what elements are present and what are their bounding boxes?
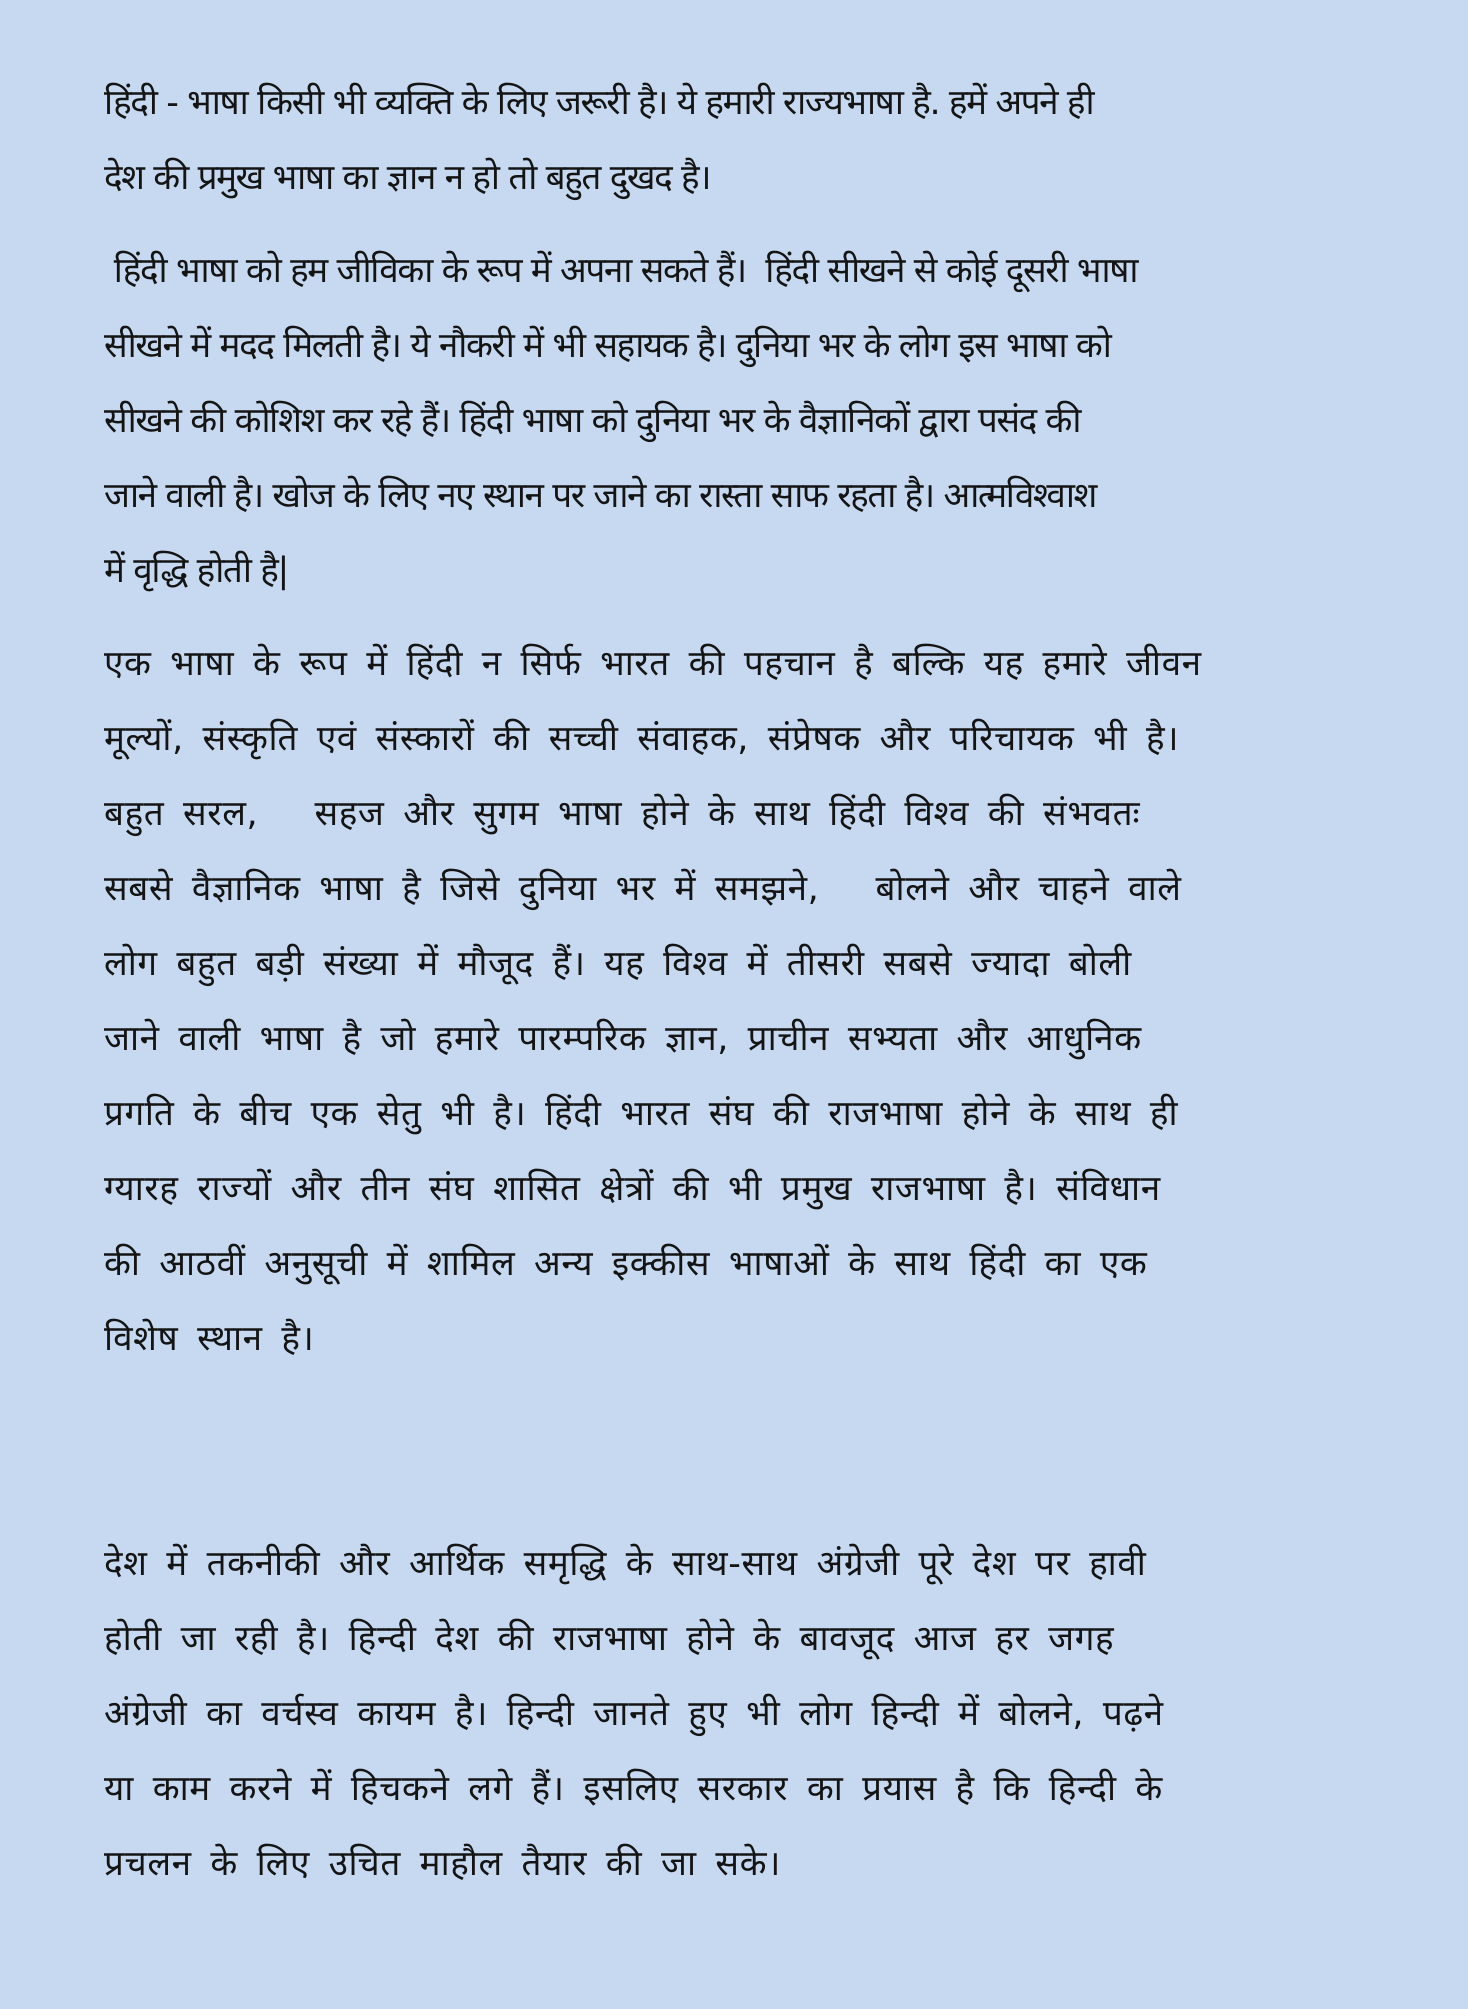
text-line: या काम करने में हिचकने लगे हैं। इसलिए सरकार का प्रयास है कि हिन्दी के [104, 1769, 1163, 1809]
paragraph-4 [104, 1527, 1356, 1902]
text-line: प्रगति के बीच एक सेतु भी है। हिंदी भारत संघ की राजभाषा होने के साथ ही [104, 1094, 1179, 1134]
text-line: सीखने में मदद मिलती है। ये नौकरी में भी सहायक है। दुनिया भर के लोग इस भाषा को [104, 326, 1111, 366]
text-line: जाने वाली है। खोज के लिए नए स्थान पर जाने का रास्ता साफ रहता है। आत्मविश्वाश [104, 476, 1096, 516]
text-line: होती जा रही है। हिन्दी देश की राजभाषा होने के बावजूद आज हर जगह [104, 1619, 1115, 1659]
text-line: बहुत सरल, सहज और सुगम भाषा होने के साथ हिंदी विश्व की संभवतः [104, 794, 1141, 834]
paragraph-3 [104, 627, 1356, 1377]
text-line: सबसे वैज्ञानिक भाषा है जिसे दुनिया भर में समझने, बोलने और चाहने वाले [104, 869, 1182, 909]
text-line: देश में तकनीकी और आर्थिक समृद्धि के साथ-साथ अंग्रेजी पूरे देश पर हावी [104, 1544, 1147, 1584]
text-line: प्रचलन के लिए उचित माहौल तैयार की जा सके। [104, 1844, 781, 1884]
text-line: हिंदी भाषा को हम जीविका के रूप में अपना सकते हैं। हिंदी सीखने से कोई दूसरी भाषा [104, 251, 1138, 291]
text-line: जाने वाली भाषा है जो हमारे पारम्परिक ज्ञान, प्राचीन सभ्यता और आधुनिक [104, 1019, 1142, 1059]
text-line: ग्यारह राज्यों और तीन संघ शासित क्षेत्रों की भी प्रमुख राजभाषा है। संविधान [104, 1169, 1161, 1209]
text-line: विशेष स्थान है। [104, 1319, 315, 1359]
text-line: अंग्रेजी का वर्चस्व कायम है। हिन्दी जानते हुए भी लोग हिन्दी में बोलने, पढ़ने [104, 1694, 1164, 1734]
paragraph-2 [104, 234, 1356, 609]
paragraph-1 [104, 66, 1356, 216]
text-line: एक भाषा के रूप में हिंदी न सिर्फ भारत की पहचान है बल्कि यह हमारे जीवन [104, 644, 1202, 684]
text-line: देश की प्रमुख भाषा का ज्ञान न हो तो बहुत दुखद है। [104, 158, 711, 198]
text-line: हिंदी - भाषा किसी भी व्यक्ति के लिए जरूरी है। ये हमारी राज्यभाषा है. हमें अपने ही [104, 83, 1094, 123]
text-line: की आठवीं अनुसूची में शामिल अन्य इक्कीस भाषाओं के साथ हिंदी का एक [104, 1244, 1148, 1284]
text-line: लोग बहुत बड़ी संख्या में मौजूद हैं। यह विश्व में तीसरी सबसे ज्यादा बोली [104, 944, 1132, 984]
text-line: मूल्यों, संस्कृति एवं संस्कारों की सच्ची संवाहक, संप्रेषक और परिचायक भी है। [104, 719, 1180, 759]
text-line: सीखने की कोशिश कर रहे हैं। हिंदी भाषा को दुनिया भर के वैज्ञानिकों द्वारा पसंद की [104, 401, 1081, 441]
text-line: में वृद्धि होती है| [104, 551, 288, 591]
